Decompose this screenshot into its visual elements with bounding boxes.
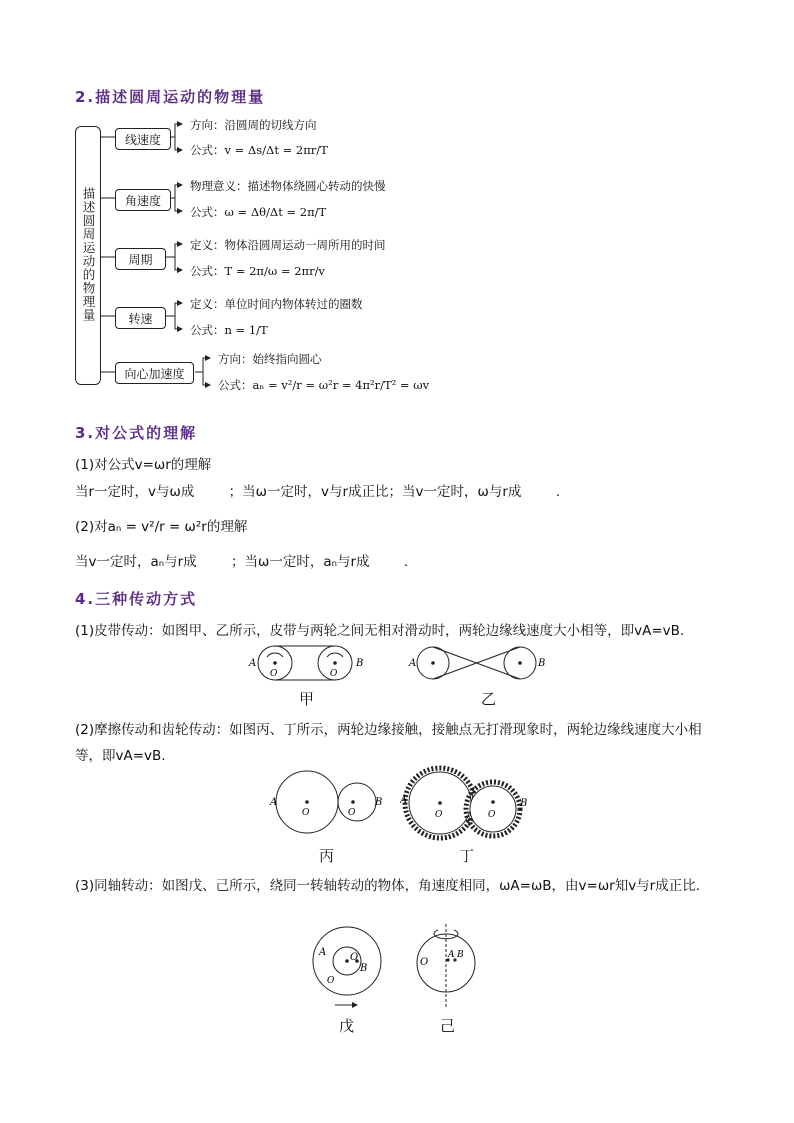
svg-text:A: A	[400, 795, 408, 806]
node1-line1: 方向：沿圆周的切线方向	[190, 118, 317, 132]
svg-text:O: O	[350, 952, 359, 963]
caption-ding: 丁	[459, 847, 475, 865]
friction-figure-bing	[265, 768, 390, 840]
svg-text:A: A	[409, 658, 417, 669]
svg-text:B: B	[457, 950, 464, 960]
svg-text:A: A	[448, 950, 455, 960]
svg-text:B: B	[538, 658, 546, 669]
svg-text:O: O	[488, 810, 496, 820]
section3-p1-title: (1)对公式v=ωr的理解	[75, 457, 212, 473]
belt-figure-jia	[245, 640, 375, 688]
node-angular-velocity: 角速度	[115, 189, 171, 211]
node-period: 周期	[115, 248, 166, 270]
svg-text:A: A	[319, 947, 327, 958]
section3-p2-title: (2)对aₙ = v²/r = ω²r的理解	[75, 519, 248, 535]
caption-ji: 己	[440, 1017, 456, 1035]
root-label: 描述圆周运动的物理量	[81, 187, 96, 322]
node5-line2: 公式：aₙ = v²/r = ω²r = 4π²r/T² = ωv	[218, 378, 430, 392]
node-linear-velocity: 线速度	[115, 128, 171, 150]
section3-heading: 3.对公式的理解	[75, 424, 198, 442]
svg-text:A: A	[249, 658, 257, 669]
section3-p2-body: 当v一定时，aₙ与r成 ；当ω一定时，aₙ与r成 .	[75, 554, 409, 570]
node4-line2: 公式：n = 1/T	[190, 323, 268, 337]
node5-line1: 方向：始终指向圆心	[218, 352, 322, 366]
svg-text:B: B	[375, 797, 383, 808]
caption-jia: 甲	[299, 690, 315, 708]
concept-map-root	[75, 126, 101, 385]
section4-heading: 4.三种传动方式	[75, 590, 198, 608]
svg-text:O: O	[348, 808, 356, 818]
node3-line2: 公式：T = 2π/ω = 2πr/v	[190, 264, 325, 278]
svg-text:O: O	[330, 669, 338, 679]
node-centripetal-acceleration: 向心加速度	[115, 362, 194, 384]
node-rotation-speed: 转速	[115, 307, 166, 329]
caption-yi: 乙	[481, 690, 497, 708]
section4-p1: (1)皮带传动：如图甲、乙所示，皮带与两轮之间无相对滑动时，两轮边缘线速度大小相等，即vA=vB.	[75, 623, 685, 639]
coaxial-figure-wu	[305, 925, 390, 1010]
section4-p3: (3)同轴转动：如图戊、己所示，绕同一转轴转动的物体，角速度相同，ωA=ωB，由v=ωr知v与r成正比.	[75, 878, 701, 894]
node3-line1: 定义：物体沿圆周运动一周所用的时间	[190, 238, 386, 252]
section4-p2: (2)摩擦传动和齿轮传动：如图丙、丁所示，两轮边缘接触，接触点无打滑现象时，两轮边缘线速度大小相等，即vA=vB.	[75, 722, 702, 764]
section2-heading: 2.描述圆周运动的物理量	[75, 88, 266, 106]
node4-line1: 定义：单位时间内物体转过的圈数	[190, 297, 363, 311]
svg-text:B: B	[360, 963, 368, 974]
svg-text:A: A	[270, 797, 278, 808]
gear-figure-ding	[400, 762, 530, 844]
svg-text:O: O	[302, 808, 310, 818]
svg-text:B: B	[356, 658, 364, 669]
coaxial-figure-ji	[410, 920, 490, 1010]
svg-text:O: O	[435, 810, 443, 820]
node1-line2: 公式：v = Δs/Δt = 2πr/T	[190, 143, 328, 157]
caption-wu: 戊	[339, 1017, 355, 1035]
node2-line1: 物理意义：描述物体绕圆心转动的快慢	[190, 179, 386, 193]
svg-text:O: O	[270, 669, 278, 679]
caption-bing: 丙	[319, 847, 335, 865]
svg-text:O: O	[420, 957, 429, 968]
svg-text:O: O	[327, 976, 335, 986]
section3-p1-body: 当r一定时，v与ω成 ；当ω一定时，v与r成正比；当v一定时，ω与r成 .	[75, 484, 560, 500]
belt-figure-yi	[405, 640, 550, 688]
node2-line2: 公式：ω = Δθ/Δt = 2π/T	[190, 205, 327, 219]
svg-text:B: B	[520, 798, 528, 809]
